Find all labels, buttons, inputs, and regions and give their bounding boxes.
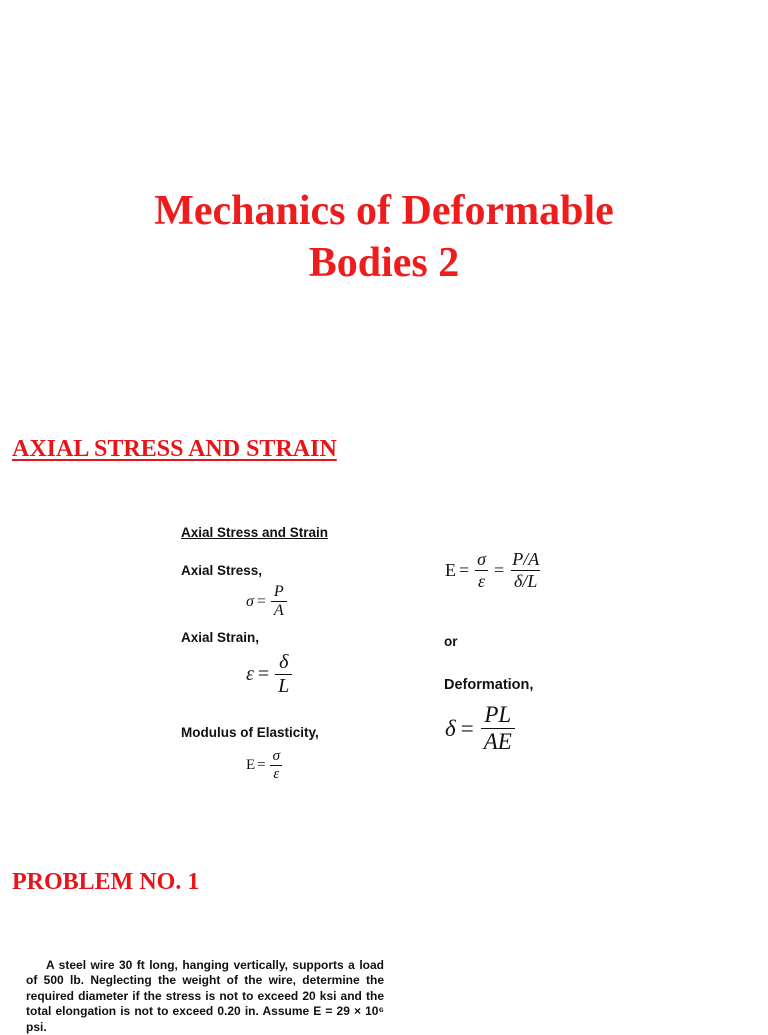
title-line-1: Mechanics of Deformable: [154, 188, 614, 234]
modulus-expanded-formula: E = $\frac{\sigma}{\varepsilon}$ = $\frac{P/A}{\delta/L}$: [445, 549, 540, 591]
deformation-fraction: $\frac{PL}{AE}$: [481, 702, 515, 756]
strain-fraction: $\frac{\delta}{L}$: [275, 651, 292, 698]
problem-heading: PROBLEM NO. 1: [12, 869, 200, 895]
axial-stress-label: Axial Stress,: [181, 563, 263, 578]
section-heading: AXIAL STRESS AND STRAIN: [12, 436, 337, 462]
document-title: [0, 185, 768, 289]
axial-strain-label: Axial Strain,: [181, 630, 260, 645]
deformation-label: Deformation,: [444, 677, 534, 693]
stress-fraction: $\frac{P}{A}$: [271, 583, 287, 621]
modulus-label: Modulus of Elasticity,: [181, 725, 319, 740]
modulus-formula: E = $\frac{\sigma}{\varepsilon}$: [246, 748, 285, 784]
deformation-formula: δ = $\frac{PL}{AE}$: [445, 702, 517, 756]
or-label: or: [444, 634, 458, 649]
panel-heading: Axial Stress and Strain: [181, 525, 329, 540]
modulus-fraction: $\frac{\sigma}{\varepsilon}$: [270, 748, 283, 784]
axial-strain-formula: ε = $\frac{\delta}{L}$: [246, 651, 294, 698]
axial-stress-formula: σ = $\frac{P}{A}$: [246, 583, 289, 621]
problem-text: A steel wire 30 ft long, hanging vertically, supports a load of 500 lb. Neglecting the weight of the wire, determine the required diameter if the stress is not to exceed 20 ksi and the total elongation is not to exceed 0.20 in. Assume E = 29 × 10⁶ psi.: [26, 958, 384, 1034]
title-line-2: Bodies 2: [308, 240, 460, 286]
